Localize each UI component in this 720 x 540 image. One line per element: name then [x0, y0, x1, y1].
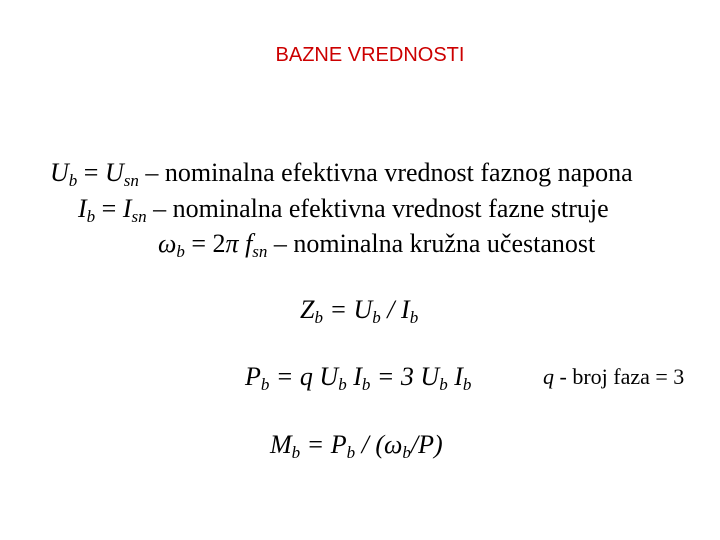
- page-title: BAZNE VREDNOSTI: [275, 44, 465, 66]
- formula-ub: $U_b = U_{sn}$ – nominalna efektivna vrednost faznog napona: [50, 158, 633, 190]
- formula-ib: $I_b = I_{sn}$ – nominalna efektivna vrednost fazne struje: [78, 194, 609, 226]
- formula-zb: $Z_b = U_b / I_b$: [300, 295, 419, 327]
- formula-pb: $P_b = q$ $U_b$ $I_b = 3$ $U_b$ $I_b$: [245, 362, 472, 394]
- phase-count-note: q - broj faza = 3: [543, 364, 685, 389]
- formula-wb: $\omega_b = 2\pi$ $f_{sn}$ – nominalna kružna učestanost: [158, 229, 596, 261]
- formula-mb: $M_b = P_b / (\omega_b/P)$: [270, 430, 443, 462]
